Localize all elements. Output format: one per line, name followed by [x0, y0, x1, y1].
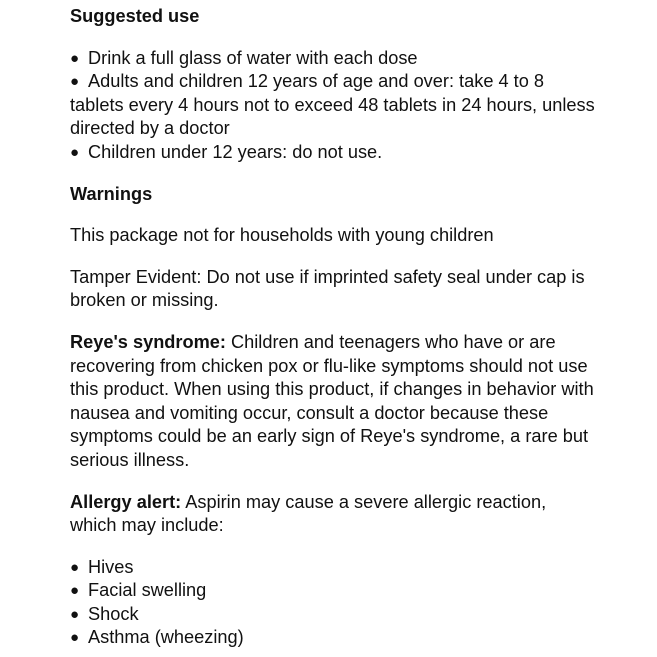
warnings-heading: Warnings	[70, 183, 153, 204]
list-item-text: Children under 12 years: do not use.	[88, 141, 383, 162]
reyes-syndrome-label: Reye's syndrome:	[70, 331, 226, 352]
bullet-icon: ●	[70, 582, 80, 600]
spacer	[70, 313, 597, 331]
spacer	[70, 473, 597, 491]
bullet-icon: ●	[70, 629, 80, 647]
list-item-text: Adults and children 12 years of age and over: take 4 to 8 tablets every 4 hours not to exceed 48 tablets in 24 hours, unless directed by a doctor	[70, 71, 595, 139]
spacer	[70, 538, 597, 556]
list-item	[70, 141, 597, 165]
list-item	[70, 603, 597, 627]
spacer	[70, 165, 597, 183]
bullet-icon: ●	[70, 605, 80, 623]
allergy-list	[70, 556, 597, 650]
spacer	[70, 206, 597, 224]
suggested-use-list	[70, 47, 597, 165]
allergy-alert-text: Aspirin may cause a severe allergic reaction, which may include:	[70, 491, 547, 536]
allergy-alert-label: Allergy alert:	[70, 491, 182, 512]
bullet-icon: ●	[70, 49, 80, 67]
reyes-syndrome-warning	[70, 331, 597, 473]
list-item	[70, 579, 597, 603]
list-item	[70, 70, 597, 141]
list-item-text: Hives	[88, 556, 134, 577]
households-warning: This package not for households with young children	[70, 225, 494, 246]
list-item-text: Drink a full glass of water with each dose	[88, 47, 418, 68]
reyes-syndrome-text: Children and teenagers who have or are recovering from chicken pox or flu-like symptoms should not use this product. When using this product, if changes in behavior with nausea and vomiting occur, consult a doctor because these symptoms could be an early sign of Reye's syndrome, a rare but serious illness.	[70, 331, 594, 470]
suggested-use-heading: Suggested use	[70, 6, 200, 26]
list-item	[70, 626, 597, 650]
spacer	[70, 248, 597, 266]
list-item	[70, 47, 597, 71]
bullet-icon: ●	[70, 558, 80, 576]
bullet-icon: ●	[70, 73, 80, 91]
list-item-text: Asthma (wheezing)	[88, 627, 244, 648]
list-item-text: Facial swelling	[88, 580, 207, 601]
spacer	[70, 29, 597, 47]
allergy-alert-warning	[70, 491, 597, 538]
list-item-text: Shock	[88, 603, 139, 624]
tamper-evident-warning: Tamper Evident: Do not use if imprinted safety seal under cap is broken or missing.	[70, 266, 585, 311]
list-item	[70, 556, 597, 580]
bullet-icon: ●	[70, 143, 80, 161]
